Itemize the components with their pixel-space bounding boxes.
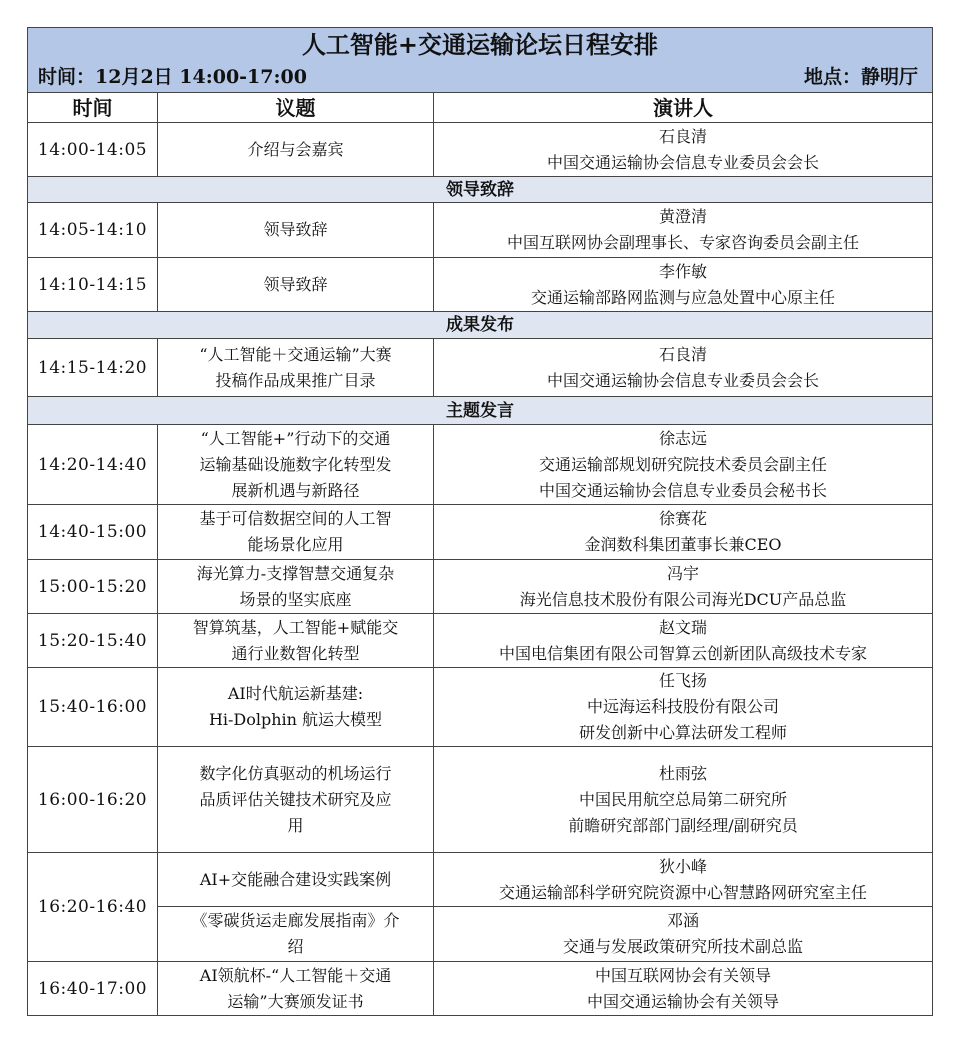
topic-cell bbox=[158, 907, 434, 962]
text-line: 冯宇 bbox=[666, 563, 699, 583]
speaker-cell bbox=[434, 203, 933, 258]
text-line: 前瞻研究部部门副经理/副研究员 bbox=[568, 815, 798, 835]
topic-cell bbox=[158, 258, 434, 312]
topic-cell bbox=[158, 203, 434, 258]
text-line: 徐赛花 bbox=[658, 509, 707, 528]
text-line: 场景的坚实底座 bbox=[239, 589, 352, 609]
text-line: 中国互联网协会副理事长、专家咨询委员会副主任 bbox=[506, 233, 859, 252]
venue: 地点：静明厅 bbox=[803, 66, 918, 88]
speaker-cell bbox=[434, 505, 933, 560]
text-line: 交通运输部路网监测与应急处置中心原主任 bbox=[530, 287, 835, 307]
table-row bbox=[28, 962, 933, 1016]
topic-cell bbox=[158, 425, 434, 505]
text-line: 中国民用航空总局第二研究所 bbox=[578, 789, 787, 809]
table-row bbox=[28, 853, 933, 907]
table-row bbox=[28, 747, 933, 853]
text-line: 交通运输部规划研究院技术委员会副主任 bbox=[538, 454, 827, 474]
header-topic: 议题 bbox=[158, 93, 434, 123]
text-line: 用 bbox=[287, 815, 304, 835]
text-line: 能场景化应用 bbox=[247, 535, 344, 554]
text-line: AI+交能融合建设实践案例 bbox=[199, 869, 392, 889]
text-line: 数字化仿真驱动的机场运行 bbox=[199, 763, 392, 783]
text-line: 海光信息技术股份有限公司海光DCU产品总监 bbox=[519, 589, 847, 609]
text-line: 杜雨弦 bbox=[658, 763, 707, 783]
text-line: 中国交通运输协会信息专业委员会会长 bbox=[546, 152, 819, 172]
section-title: 成果发布 bbox=[28, 312, 933, 339]
text-line: 石良清 bbox=[658, 126, 707, 146]
text-line: 交通运输部科学研究院资源中心智慧路网研究室主任 bbox=[498, 882, 867, 902]
topic-cell bbox=[158, 747, 434, 853]
table-row bbox=[28, 614, 933, 668]
section-title: 主题发言 bbox=[28, 397, 933, 425]
table-row bbox=[28, 505, 933, 560]
text-line: 投稿作品成果推广目录 bbox=[215, 370, 376, 390]
text-line: 黄澄清 bbox=[658, 207, 707, 226]
event-info bbox=[28, 62, 933, 93]
text-line: 通行业数智化转型 bbox=[231, 643, 360, 663]
text-line: “人工智能＋交通运输”大赛 bbox=[199, 344, 392, 364]
section-row bbox=[28, 397, 933, 425]
text-line: 介绍与会嘉宾 bbox=[247, 139, 344, 159]
text-line: 展新机遇与新路径 bbox=[231, 480, 360, 500]
speaker-cell bbox=[434, 668, 933, 747]
time-cell: 16:00-16:20 bbox=[28, 747, 158, 853]
text-line: 李作敏 bbox=[658, 261, 707, 281]
text-line: 研发创新中心算法研发工程师 bbox=[578, 723, 787, 742]
text-line: 海光算力-支撑智慧交通复杂 bbox=[196, 563, 395, 583]
time-cell: 15:40-16:00 bbox=[28, 668, 158, 747]
table-row bbox=[28, 123, 933, 177]
text-line: 狄小峰 bbox=[658, 856, 707, 876]
table-row bbox=[28, 339, 933, 397]
topic-cell bbox=[158, 339, 434, 397]
topic-cell bbox=[158, 962, 434, 1016]
text-line: 《零碳货运走廊发展指南》介 bbox=[191, 911, 400, 930]
section-title: 领导致辞 bbox=[28, 177, 933, 203]
text-line: 中国交通运输协会信息专业委员会秘书长 bbox=[538, 480, 827, 500]
text-line: AI时代航运新基建: bbox=[227, 684, 364, 703]
topic-cell bbox=[158, 560, 434, 614]
text-line: 智算筑基，人工智能+赋能交 bbox=[192, 617, 399, 637]
time-cell: 15:20-15:40 bbox=[28, 614, 158, 668]
time-cell: 14:15-14:20 bbox=[28, 339, 158, 397]
text-line: 中国互联网协会有关领导 bbox=[594, 965, 771, 985]
text-line: 基于可信数据空间的人工智 bbox=[199, 509, 392, 528]
time-cell: 16:40-17:00 bbox=[28, 962, 158, 1016]
topic-cell bbox=[158, 505, 434, 560]
header-speaker: 演讲人 bbox=[434, 93, 933, 123]
text-line: 石良清 bbox=[658, 344, 707, 364]
speaker-cell bbox=[434, 907, 933, 962]
table-row bbox=[28, 425, 933, 505]
speaker-cell bbox=[434, 123, 933, 177]
time-cell: 14:05-14:10 bbox=[28, 203, 158, 258]
text-line: 绍 bbox=[287, 937, 304, 956]
text-line: 领导致辞 bbox=[263, 274, 328, 294]
text-line: 运输基础设施数字化转型发 bbox=[199, 454, 392, 474]
speaker-cell bbox=[434, 614, 933, 668]
speaker-cell bbox=[434, 560, 933, 614]
table-row bbox=[28, 203, 933, 258]
text-line: 中国电信集团有限公司智算云创新团队高级技术专家 bbox=[498, 643, 867, 663]
speaker-cell bbox=[434, 853, 933, 907]
text-line: 邓涵 bbox=[666, 911, 699, 930]
speaker-cell bbox=[434, 962, 933, 1016]
schedule-table bbox=[27, 27, 933, 1016]
topic-cell bbox=[158, 668, 434, 747]
section-row bbox=[28, 177, 933, 203]
text-line: 品质评估关键技术研究及应 bbox=[199, 789, 392, 809]
time-cell: 14:10-14:15 bbox=[28, 258, 158, 312]
time-cell: 14:20-14:40 bbox=[28, 425, 158, 505]
text-line: 领导致辞 bbox=[263, 220, 328, 239]
table-row bbox=[28, 560, 933, 614]
table-row bbox=[28, 258, 933, 312]
topic-cell bbox=[158, 123, 434, 177]
text-line: 徐志远 bbox=[658, 428, 707, 448]
header-time: 时间 bbox=[28, 93, 158, 123]
text-line: 中国交通运输协会信息专业委员会会长 bbox=[546, 370, 819, 390]
text-line: Hi-Dolphin 航运大模型 bbox=[208, 710, 383, 729]
time-cell: 15:00-15:20 bbox=[28, 560, 158, 614]
text-line: 金润数科集团董事长兼CEO bbox=[584, 535, 782, 554]
time-cell: 14:00-14:05 bbox=[28, 123, 158, 177]
text-line: 交通与发展政策研究所技术副总监 bbox=[562, 937, 803, 956]
speaker-cell bbox=[434, 258, 933, 312]
speaker-cell bbox=[434, 339, 933, 397]
text-line: 赵文瑞 bbox=[658, 617, 707, 637]
table-row bbox=[28, 668, 933, 747]
topic-cell bbox=[158, 614, 434, 668]
topic-cell bbox=[158, 853, 434, 907]
text-line: 中国交通运输协会有关领导 bbox=[586, 991, 779, 1011]
speaker-cell bbox=[434, 747, 933, 853]
time-cell: 14:40-15:00 bbox=[28, 505, 158, 560]
text-line: 运输”大赛颁发证书 bbox=[227, 991, 364, 1011]
time-cell: 16:20-16:40 bbox=[28, 853, 158, 962]
table-row bbox=[28, 907, 933, 962]
page-title: 人工智能+交通运输论坛日程安排 bbox=[28, 28, 933, 63]
text-line: 任飞扬 bbox=[658, 671, 707, 690]
text-line: 中远海运科技股份有限公司 bbox=[586, 697, 779, 716]
text-line: AI领航杯-“人工智能＋交通 bbox=[199, 965, 392, 985]
speaker-cell bbox=[434, 425, 933, 505]
section-row bbox=[28, 312, 933, 339]
date-time: 时间：12月2日 14:00-17:00 bbox=[38, 66, 307, 88]
text-line: “人工智能+”行动下的交通 bbox=[200, 428, 391, 448]
